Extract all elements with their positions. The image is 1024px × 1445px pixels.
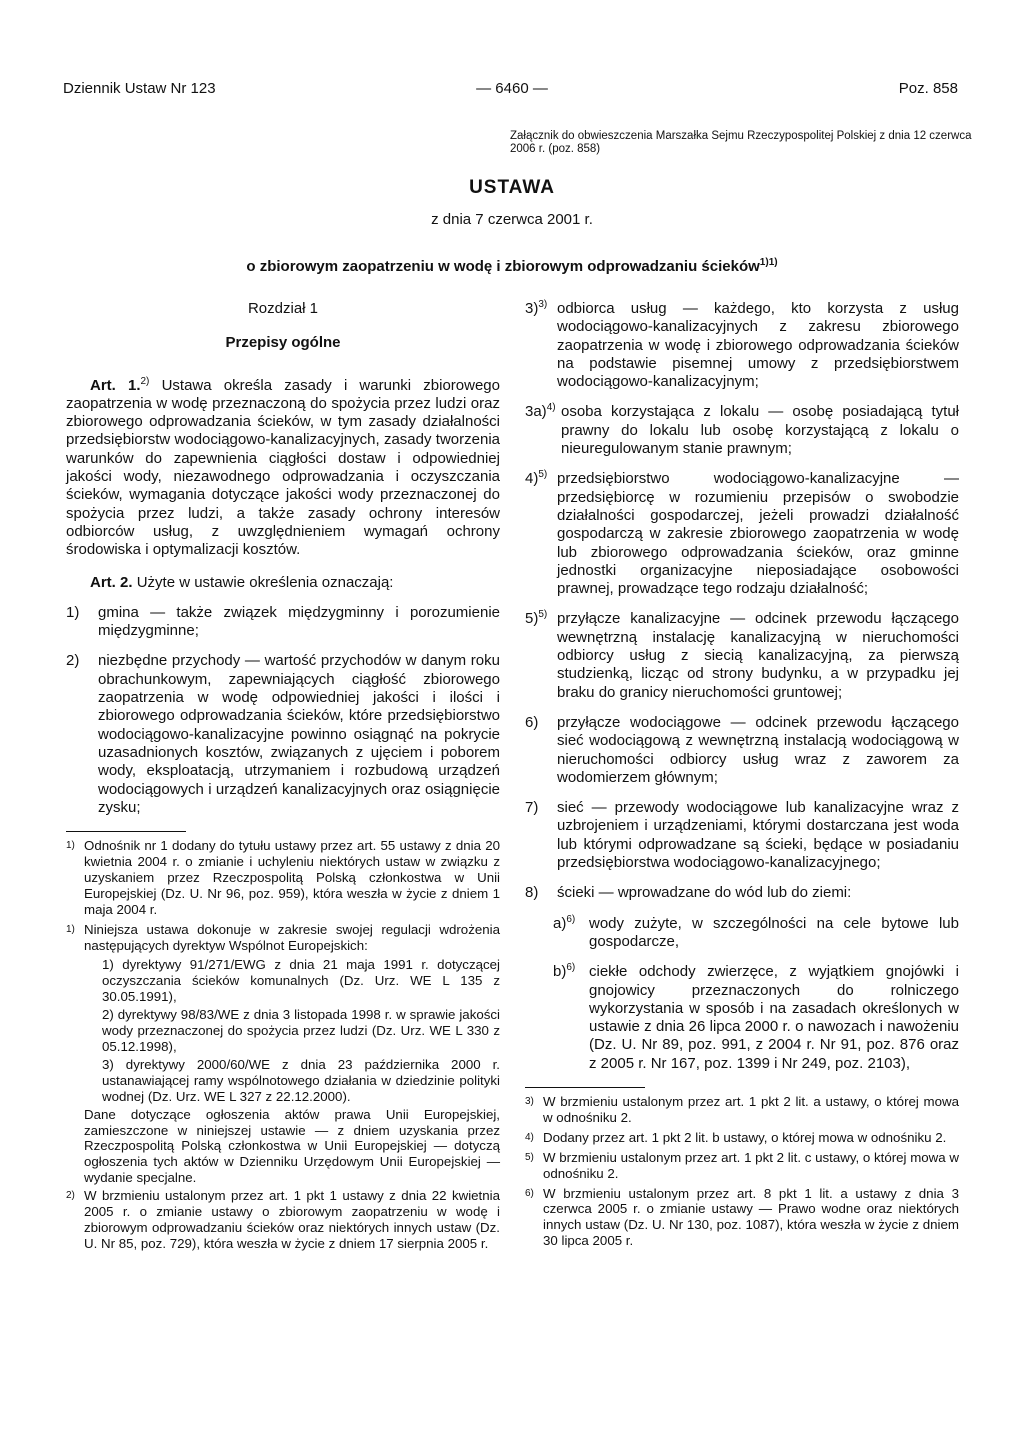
definition-item <box>525 799 959 872</box>
item-footnote-ref: 4) <box>546 402 556 414</box>
directive-number-text <box>102 1057 500 1105</box>
annex-note: Załącznik do obwieszczenia Marszałka Sejmu Rzeczypospolitej Polskiej z dnia 12 czerwca 2006 r. (poz. 858) <box>510 130 972 155</box>
footnote-number: 1) <box>66 923 75 935</box>
footnote-number: 3) <box>525 1095 534 1107</box>
definition-subitem <box>553 915 959 952</box>
footnote <box>525 1150 959 1182</box>
item-text: gmina — także związek międzygminny i porozumienie międzygminne; <box>98 603 500 640</box>
footnote-number: 6) <box>525 1187 534 1199</box>
footnote-number: 4) <box>525 1131 534 1143</box>
footnote-text: W brzmieniu ustalonym przez art. 8 pkt 1 lit. a ustawy z dnia 3 czerwca 2005 r. o zmianie ustawy — Prawo wodne oraz niektórych innych ustaw (Dz. U. Nr 130, poz. 1087), która weszła w życie z dniem 30 lipca 2005 r. <box>543 1185 959 1249</box>
footnote <box>525 1130 959 1146</box>
directive-item <box>84 1057 500 1105</box>
page-number: — 6460 — <box>476 80 548 97</box>
directive-number-text <box>102 957 500 1005</box>
footnote-number: 2) <box>66 1190 75 1202</box>
footnote-text: Dodany przez art. 1 pkt 2 lit. b ustawy, o której mowa w odnośniku 2. <box>543 1129 947 1145</box>
item-text: odbiorca usług — każdego, kto korzysta z usług wodociągowo-kanalizacyjnych z zakresu zbiorowego zaopatrzenia w wodę i zbiorowego odprowadzania ścieków na podstawie pisemnej umowy z przedsiębiorstwem wodociągowo-kanalizacyjnym; <box>557 300 959 391</box>
item-text: przyłącze kanalizacyjne — odcinek przewodu łączącego wewnętrzną instalację kanalizacyjną w nieruchomości odbiorcy usług z siecią kanalizacyjną, za pierwszą studzienką, licząc od strony budynku, a w przypadku jej braku do granicy nieruchomości gruntowej; <box>557 610 959 701</box>
document-title: USTAWA <box>469 177 555 198</box>
definition-subitem <box>553 963 959 1073</box>
footnote-continuation: Dane dotyczące ogłoszenia aktów prawa Unii Europejskiej, zamieszczone w niniejszej ustawie — z dniem uzyskania przez Rzeczpospolitą Polską członkostwa w Unii Europejskiej — dotyczą ogłoszenia tych aktów w Dzienniku Urzędowym Unii Europejskiej — wydanie specjalne. <box>84 1106 500 1186</box>
subitem-text: wody zużyte, w szczególności na cele bytowe lub gospodarcze, <box>589 914 959 950</box>
footnote-text: Odnośnik nr 1 dodany do tytułu ustawy przez art. 55 ustawy z dnia 20 kwietnia 2004 r. o zmianie i uchyleniu niektórych ustaw w związku z uzyskaniem przez Rzeczpospolitą Polską członkostwa w Unii Europejskiej (Dz. U. Nr 96, poz. 959), która weszła w życie z dniem 1 maja 2004 r. <box>84 838 500 917</box>
footnote-text: W brzmieniu ustalonym przez art. 1 pkt 1 ustawy z dnia 22 kwietnia 2005 r. o zmianie ustawy o zbiorowym zaopatrzeniu w wodę i zbiorowym odprowadzaniu ścieków oraz niektórych innych ustaw (Dz. U. Nr 85, poz. 729), która weszła w życie z dniem 17 sierpnia 2005 r. <box>84 1188 500 1251</box>
directive-number: 1) <box>102 957 114 973</box>
definition-item <box>525 470 959 598</box>
definition-item <box>525 403 959 458</box>
subtitle-footnote-ref: 1)1) <box>759 257 778 268</box>
definition-item <box>66 652 500 817</box>
subitem-number: b)$^{6)}$ <box>553 962 576 981</box>
footnote <box>525 1094 959 1126</box>
definition-item <box>66 604 500 641</box>
directive-number-text <box>102 1007 500 1055</box>
definition-item <box>525 884 959 902</box>
directive-item <box>84 957 500 1005</box>
article-1-label: Art. 1. <box>90 376 141 394</box>
subitem-footnote-ref: 6) <box>566 913 576 925</box>
footnote <box>66 1188 500 1252</box>
left-column <box>66 300 500 1256</box>
document-subtitle <box>0 258 1024 275</box>
directive-number: 2) <box>102 1007 114 1023</box>
definition-item <box>525 714 959 787</box>
footnote <box>525 1186 959 1250</box>
footnote-separator <box>525 1087 645 1088</box>
item-number: 1) <box>66 603 80 621</box>
journal-name: Dziennik Ustaw Nr 123 <box>63 80 216 97</box>
chapter-label: Rozdział 1 <box>247 300 319 317</box>
item-number: 2) <box>66 652 80 670</box>
subitem-text: ciekłe odchody zwierzęce, z wyjątkiem gnojówki i gnojowicy przeznaczonych do rolniczego wykorzystania w sposób i na zasadach określonych w ustawie z dnia 26 lipca 2000 r. o nawozach i nawożeniu (Dz. U. Nr 89, poz. 991, z 2004 r. Nr 91, poz. 876 oraz z 2005 r. Nr 167, poz. 1399 i Nr 249, poz. 2103), <box>589 963 959 1072</box>
footnote-number: 1) <box>66 840 75 852</box>
item-text: niezbędne przychody — wartość przychodów w danym roku obrachunkowym, zapewniających ciągłość zbiorowego zaopatrzenia w wodę odpowiedniej jakości i ilości i zbiorowego odprowadzania ścieków, które przedsiębiorstwo wodociągowo-kanalizacyjne powinno osiągnąć na pokrycie uzasadnionych kosztów, związanych z ujęciem i poborem wody, eksploatacją, utrzymaniem i rozbudową urządzeń wodociągowych i urządzeń kanalizacyjnych oraz osiągnięcie zysku; <box>98 652 500 816</box>
article-1 <box>66 377 500 560</box>
directive-number: 3) <box>102 1056 114 1072</box>
article-1-footnote-ref: 2) <box>140 375 150 387</box>
footnote-number: 5) <box>525 1151 534 1163</box>
document-date: z dnia 7 czerwca 2001 r. <box>431 211 593 228</box>
footnote-separator <box>66 831 186 832</box>
item-footnote-ref: 5) <box>538 469 548 481</box>
definition-item <box>525 610 959 701</box>
item-text: ścieki — wprowadzane do wód lub do ziemi: <box>557 884 852 902</box>
article-2-label: Art. 2. <box>90 573 133 591</box>
directive-item <box>84 1007 500 1055</box>
item-number: 8) <box>525 884 539 902</box>
directive-list <box>84 957 500 1104</box>
footnote-text: W brzmieniu ustalonym przez art. 1 pkt 2 lit. a ustawy, o której mowa w odnośniku 2. <box>543 1093 959 1125</box>
directive-text: dyrektywy 91/271/EWG z dnia 21 maja 1991 r. dotyczącej oczyszczania ścieków komunalnych (Dz. Urz. WE L 135 z 30.05.1991), <box>102 957 500 1005</box>
item-number: 3)$^{3)}$ <box>525 299 548 317</box>
article-2 <box>66 574 500 592</box>
item-number: 6) <box>525 713 539 731</box>
right-column <box>525 300 959 1253</box>
item-text: osoba korzystająca z lokalu — osobę posiadającą tytuł prawny do lokalu lub osobę korzystającą z lokalu o nieuregulowanym stanie prawnym; <box>561 403 959 458</box>
item-number: 7) <box>525 799 539 817</box>
chapter-title: Przepisy ogólne <box>225 334 341 352</box>
footnote-text: W brzmieniu ustalonym przez art. 1 pkt 2 lit. c ustawy, o której mowa w odnośniku 2. <box>543 1149 959 1181</box>
item-number: 4)$^{5)}$ <box>525 469 548 488</box>
directive-text: dyrektywy 98/83/WE z dnia 3 listopada 1998 r. w sprawie jakości wody przeznaczonej do spożycia przez ludzi (Dz. Urz. WE L 330 z 05.12.1998), <box>102 1007 500 1054</box>
item-text: przedsiębiorstwo wodociągowo-kanalizacyjne — przedsiębiorcę w rozumieniu przepisów o swobodzie działalności gospodarczej, jeżeli prowadzi działalność gospodarczą w zakresie zbiorowego zaopatrzenia w wodę lub zbiorowego odprowadzania ścieków, oraz gminne jednostki organizacyjne nieposiadające osobowości prawnej, prowadzące tego rodzaju działalność; <box>557 470 959 598</box>
item-footnote-ref: 5) <box>538 609 548 621</box>
item-text: sieć — przewody wodociągowe lub kanalizacyjne wraz z uzbrojeniem i urządzeniami, którymi dostarczana jest woda lub którymi odprowadzane są ścieki, będące w posiadaniu przedsiębiorstwa wodociągowo-kanalizacyjnego; <box>557 799 959 872</box>
item-number: 5)$^{5)}$ <box>525 609 548 628</box>
footnote <box>66 922 500 954</box>
footnote <box>66 838 500 918</box>
item-number: 3a)$^{4)}$ <box>525 402 556 421</box>
subitem-number: a)$^{6)}$ <box>553 913 576 932</box>
subtitle-text: o zbiorowym zaopatrzeniu w wodę i zbiorowym odprowadzaniu ścieków <box>246 258 760 275</box>
subitem-footnote-ref: 6) <box>566 962 576 974</box>
article-2-text: Użyte w ustawie określenia oznaczają: <box>136 573 394 591</box>
article-1-text: Ustawa określa zasady i warunki zbiorowego zaopatrzenia w wodę przeznaczoną do spożycia przez ludzi oraz zbiorowego odprowadzania ścieków, w tym zasady działalności przedsiębiorstw wodociągowo-kanalizacyjnych, zasady tworzenia warunków do zapewnienia ciągłości dostaw i odpowiedniej jakości wody, niezawodnego odprowadzania i oczyszczania ścieków, wymagania dotyczące jakości wody przeznaczonej do spożycia przez ludzi, a także zasady ochrony interesów odbiorców usług, z uwzględnieniem wymagań ochrony środowiska i optymalizacji kosztów. <box>66 376 500 559</box>
footnote-text: Niniejsza ustawa dokonuje w zakresie swojej regulacji wdrożenia następujących dyrektyw Wspólnot Europejskich: <box>84 921 500 953</box>
position-number: Poz. 858 <box>898 80 958 97</box>
definition-item <box>525 300 959 391</box>
item-footnote-ref: 3) <box>538 299 548 310</box>
item-text: przyłącze wodociągowe — odcinek przewodu łączącego sieć wodociągową z wewnętrzną instalacją wodociągową w nieruchomości odbiorcy usług wraz z zaworem za wodomierzem głównym; <box>557 713 959 786</box>
directive-text: dyrektywy 2000/60/WE z dnia 23 października 2000 r. ustanawiającej ramy wspólnotowego działania w dziedzinie polityki wodnej (Dz. Urz. WE L 327 z 22.12.2000). <box>102 1056 500 1104</box>
